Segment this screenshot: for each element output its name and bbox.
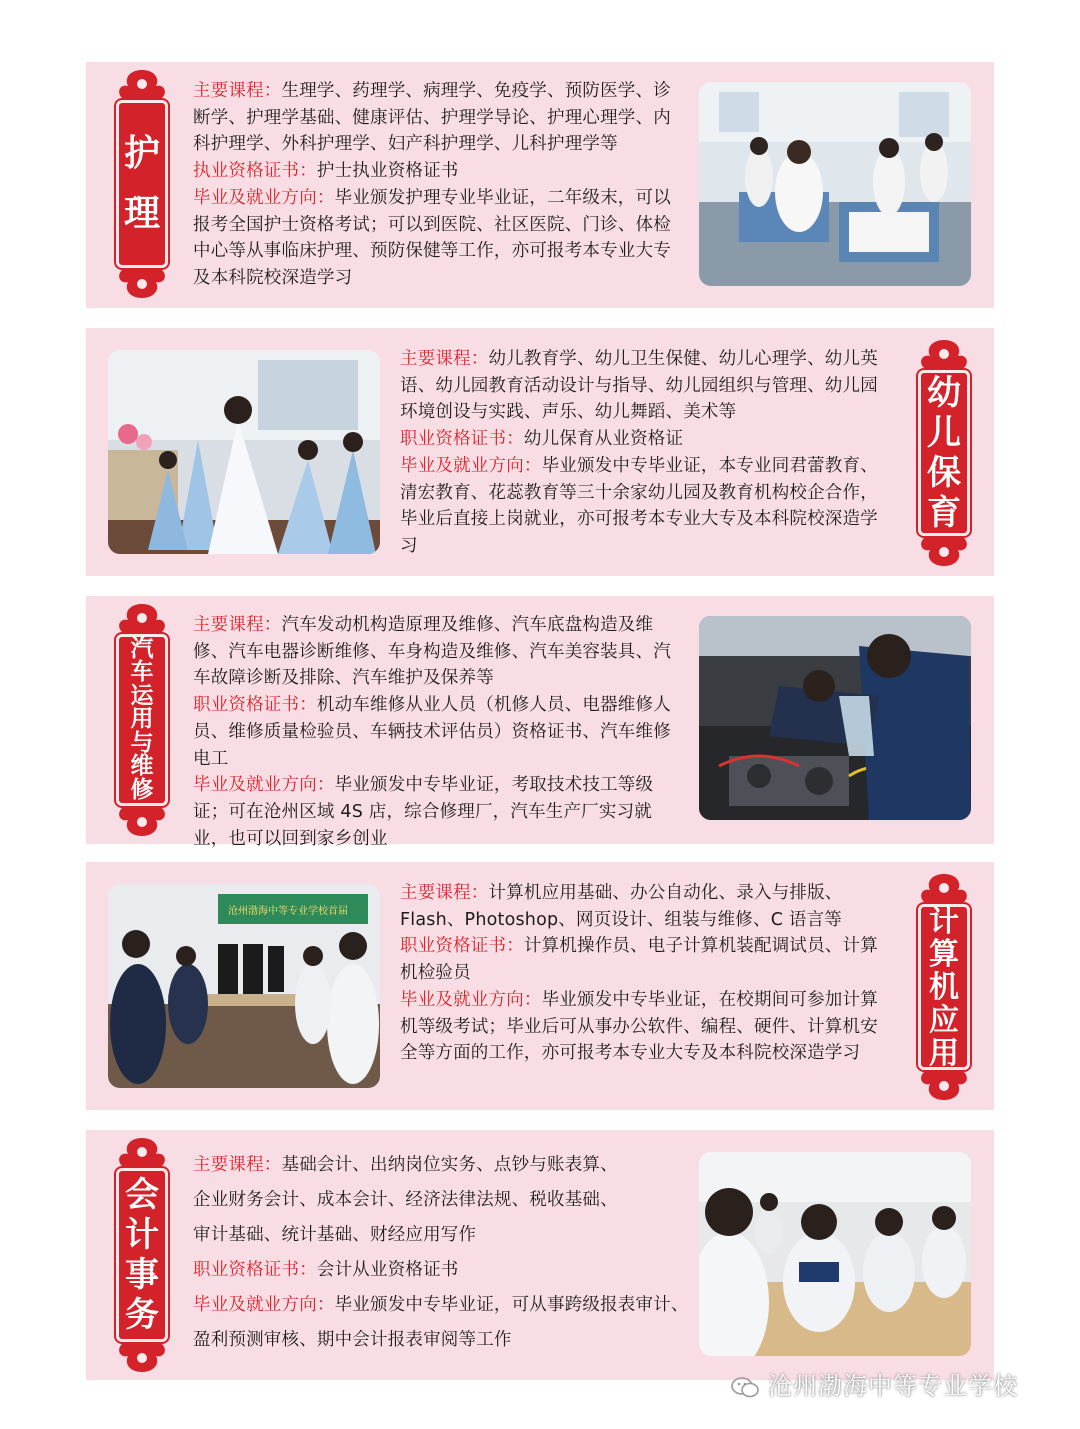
ornament-bottom-icon (912, 1064, 976, 1104)
badge-char: 应 (929, 1002, 959, 1038)
badge-body (918, 370, 970, 536)
badge-char: 与 (130, 729, 154, 756)
badge-char: 用 (130, 706, 154, 733)
cert-text: 机动车维修从业人员（机修人员、电器维修人员、维修质量检验员、车辆技术评估员）资格证书、汽车维修电工 (193, 695, 671, 769)
badge-char: 儿 (927, 413, 961, 453)
nursing-class-photo (699, 82, 971, 286)
title-badge (912, 336, 976, 570)
cert-label: 执业资格证书： (193, 161, 317, 182)
section-auto-repair (86, 596, 994, 849)
section-childcare (86, 328, 994, 576)
courses-text: 汽车发动机构造原理及维修、汽车底盘构造及维修、汽车电器诊断维修、车身构造及维修、汽车美容装具、汽车故障诊断及排除、汽车维护及保养等 (193, 615, 671, 689)
section-text (400, 880, 890, 1067)
badge-body (116, 1168, 168, 1342)
badge-body (918, 904, 970, 1070)
section-text (193, 78, 679, 292)
career-label: 毕业及就业方向： (193, 775, 335, 796)
courses-label: 主要课程： (193, 615, 282, 635)
engine-repair-photo (699, 616, 971, 820)
courses-label: 主要课程： (193, 81, 282, 101)
ornament-bottom-icon (110, 1336, 174, 1376)
ornament-bottom-icon (912, 530, 976, 570)
title-badge (110, 66, 174, 302)
badge-char: 运 (130, 682, 154, 709)
badge-char: 车 (130, 659, 154, 686)
career-text: 毕业颁发中专毕业证，考取技术技工等级证；可在沧州区域 4S 店，综合修理厂，汽车生产厂实习就业，也可以回到家乡创业 (193, 775, 654, 849)
computer-lab-photo (108, 884, 380, 1088)
badge-char: 用 (929, 1035, 959, 1071)
badge-body (116, 100, 168, 268)
cert-text: 护士执业资格证书 (316, 161, 459, 182)
courses-line: 基础会计、出纳岗位实务、点钞与账表算、 (281, 1155, 618, 1175)
courses-line: 审计基础、统计基础、财经应用写作 (193, 1225, 477, 1245)
career-text: 毕业颁发护理专业毕业证，二年级末，可以报考全国护士资格考试；可以到医院、社区医院、门诊、体检中心等从事临床护理、预防保健等工作，亦可报考本专业大专及本科院校深造学习 (193, 187, 671, 288)
badge-char: 保 (927, 453, 961, 493)
cert-text: 会计从业资格证书 (316, 1260, 459, 1280)
badge-body (116, 634, 168, 806)
badge-char: 汽 (130, 635, 154, 662)
career-text: 毕业颁发中专毕业证，在校期间可参加计算机等级考试；毕业后可从事办公软件、编程、硬件、计算机安全等方面的工作，亦可报考本专业大专及本科院校深造学习 (400, 989, 878, 1064)
career-text: 毕业颁发中专毕业证，可从事跨级报表审计、盈利预测审核、期中会计报表审阅等工作 (193, 1295, 689, 1350)
badge-char: 算 (929, 936, 959, 972)
wechat-icon (730, 1376, 760, 1398)
career-label: 毕业及就业方向： (193, 187, 335, 208)
courses-label: 主要课程： (400, 883, 489, 903)
section-computer (86, 862, 994, 1110)
title-badge (110, 1134, 174, 1376)
badge-char: 计 (929, 903, 959, 939)
courses-line: 企业财务会计、成本会计、经济法律法规、税收基础、 (193, 1190, 618, 1210)
section-accounting (86, 1130, 994, 1380)
courses-text: 计算机应用基础、办公自动化、录入与排版、Flash、Photoshop、网页设计、组装与维修、C 语言等 (400, 883, 843, 930)
courses-text: 生理学、药理学、病理学、免疫学、预防医学、诊断学、护理学基础、健康评估、护理学导论、护理心理学、内科护理学、外科护理学、妇产科护理学、儿科护理学等 (193, 81, 671, 155)
courses-text: 幼儿教育学、幼儿卫生保健、幼儿心理学、幼儿英语、幼儿园教育活动设计与指导、幼儿园组织与管理、幼儿园环境创设与实践、声乐、幼儿舞蹈、美术等 (400, 349, 878, 423)
cert-text: 计算机操作员、电子计算机装配调试员、计算机检验员 (400, 936, 878, 984)
footer-watermark (730, 1366, 1018, 1401)
cert-text: 幼儿保育从业资格证 (523, 429, 684, 450)
badge-char: 计 (125, 1215, 159, 1255)
badge-char: 会 (125, 1175, 159, 1215)
badge-char: 务 (125, 1295, 159, 1335)
badge-char: 维 (130, 753, 154, 780)
footer-text: 沧州渤海中等专业学校 (768, 1372, 1018, 1400)
section-nursing (86, 62, 994, 308)
section-text (193, 612, 683, 852)
cert-label: 职业资格证书： (400, 429, 524, 450)
badge-char: 幼 (927, 373, 961, 413)
ornament-bottom-icon (110, 800, 174, 840)
career-text: 毕业颁发中专毕业证，本专业同君蕾教育、清宏教育、花蕊教育等三十余家幼儿园及教育机构校企合作，毕业后直接上岗就业，亦可报考本专业大专及本科院校深造学习 (400, 455, 878, 556)
badge-char: 育 (927, 493, 961, 533)
courses-label: 主要课程： (193, 1155, 282, 1175)
career-label: 毕业及就业方向： (400, 989, 542, 1010)
cert-label: 职业资格证书： (193, 1260, 317, 1280)
badge-char: 护 (123, 133, 160, 174)
badge-char: 修 (130, 776, 154, 803)
ornament-bottom-icon (110, 262, 174, 302)
dance-performance-photo (108, 350, 380, 554)
section-text (400, 346, 890, 560)
accounting-class-photo (699, 1152, 971, 1356)
title-badge (912, 870, 976, 1104)
badge-char: 机 (929, 969, 959, 1005)
courses-label: 主要课程： (400, 349, 489, 369)
banner-text: 沧州渤海中等专业学校首届 (228, 906, 348, 917)
badge-char: 理 (123, 193, 160, 234)
career-label: 毕业及就业方向： (400, 455, 542, 476)
section-text (193, 1148, 693, 1358)
cert-label: 职业资格证书： (400, 936, 524, 957)
cert-label: 职业资格证书： (193, 695, 317, 716)
title-badge (110, 600, 174, 840)
badge-char: 事 (125, 1255, 159, 1295)
career-label: 毕业及就业方向： (193, 1295, 335, 1315)
